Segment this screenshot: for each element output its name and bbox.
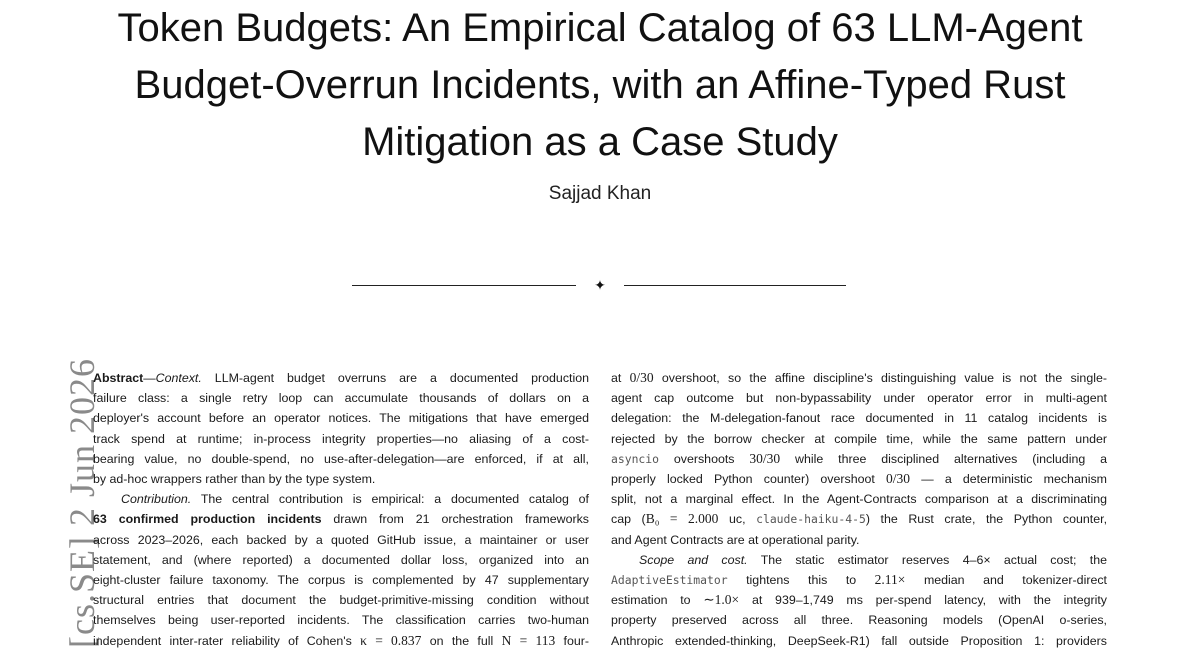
abstract-line: agent cap outcome but non-bypassability under operator error in multi-agent: [611, 391, 1107, 406]
author-name: Sajjad Khan: [548, 183, 652, 204]
abstract-line: track spend at runtime; in-process integrity properties—no aliasing of a cost-: [93, 431, 589, 446]
code-span: AdaptiveEstimator: [611, 573, 728, 588]
scope-label: Scope and cost.: [639, 552, 748, 567]
diamond-ornament-icon: ✦: [594, 277, 606, 293]
kappa-value: κ = 0.837: [360, 632, 422, 648]
incident-count-highlight: 63 confirmed production incidents: [93, 512, 322, 527]
abstract-line: by ad-hoc wrappers rather than by the type system.: [93, 472, 376, 487]
abstract-line: delegation: the M-delegation-fanout race documented in 11 catalog incidents is: [611, 411, 1107, 426]
divider-left: [352, 285, 576, 286]
paper-title: [60, 0, 1140, 171]
n-value: N = 113: [501, 632, 556, 648]
title-line: Token Budgets: An Empirical Catalog of 63 LLM-Agent: [117, 6, 1083, 50]
abstract-line: cap (B₀ = 2.000 uc, claude-haiku-4-5) the Rust crate, the Python counter,: [611, 511, 1108, 527]
abstract-right-column: [611, 368, 1107, 651]
context-label: Context.: [155, 371, 202, 385]
abstract-line: bearing value, no double-spend, no use-after-delegation—are enforced, if at all,: [93, 451, 589, 466]
abstract-line: 63 confirmed production incidents drawn from 21 orchestration frameworks: [93, 512, 590, 527]
abstract-line: properly locked Python counter) overshoot 0/30 — a deterministic mechanism: [611, 471, 1107, 487]
abstract-line: asyncio overshoots 30/30 while three disciplined alternatives (including a: [611, 450, 1107, 466]
code-span: asyncio: [611, 451, 660, 466]
abstract-line: Scope and cost. The static estimator reserves 4–6× actual cost; the: [639, 552, 1108, 567]
arxiv-side-stamp: [cs.SE] 2 Jun 2026: [62, 358, 102, 648]
title-line: Budget-Overrun Incidents, with an Affine-Typed Rust: [134, 63, 1066, 107]
title-line: Mitigation as a Case Study: [362, 120, 838, 164]
abstract-line: across 2023–2026, each backed by a quoted GitHub issue, a maintainer or user: [93, 532, 589, 547]
abstract-line: property preserved across all three. Reasoning models (OpenAI o-series,: [611, 613, 1107, 628]
code-span: claude-haiku-4-5: [756, 512, 866, 527]
abstract-left-column: [93, 368, 589, 651]
abstract-line: failure class: a single retry loop can accumulate thousands of dollars on a: [93, 391, 589, 406]
abstract-line: themselves being user-reported incidents. The classification carries two-human: [93, 613, 589, 628]
abstract-line: AdaptiveEstimator tightens this to 2.11× median and tokenizer-direct: [611, 572, 1107, 588]
abstract-line: at 0/30 overshoot, so the affine discipline's distinguishing value is not the single-: [611, 370, 1107, 385]
abstract-line: rejected by the borrow checker at compile time, while the same pattern under: [611, 431, 1107, 446]
divider-right: [624, 285, 846, 286]
abstract-line: Anthropic extended-thinking, DeepSeek-R1) fall outside Proposition 1: providers: [611, 633, 1107, 648]
abstract-line: Abstract—Context. LLM-agent budget overruns are a documented production: [93, 371, 589, 385]
abstract-line: Contribution. The central contribution is empirical: a documented catalog of: [121, 492, 589, 507]
abstract-line: statement, and (where reported) a documented dollar loss, organized into an: [93, 552, 589, 567]
abstract-line: deployer's account before an operator notices. The mitigations that have emerged: [93, 411, 589, 426]
abstract-line: split, not a marginal effect. In the Agent-Contracts comparison at a discriminating: [611, 492, 1107, 507]
abstract-line: structural entries that document the budget-primitive-missing condition without: [93, 593, 589, 608]
abstract-line: estimation to ∼1.0× at 939–1,749 ms per-spend latency, with the integrity: [611, 592, 1107, 608]
abstract-line: and Agent Contracts are at operational parity.: [611, 532, 860, 547]
abstract-heading: Abstract: [93, 371, 144, 385]
abstract-line: eight-cluster failure taxonomy. The corpus is complemented by 47 supplementary: [93, 573, 589, 588]
contribution-label: Contribution.: [121, 492, 192, 507]
abstract-line: independent inter-rater reliability of Cohen's κ = 0.837 on the full N = 113 four-: [93, 632, 589, 648]
